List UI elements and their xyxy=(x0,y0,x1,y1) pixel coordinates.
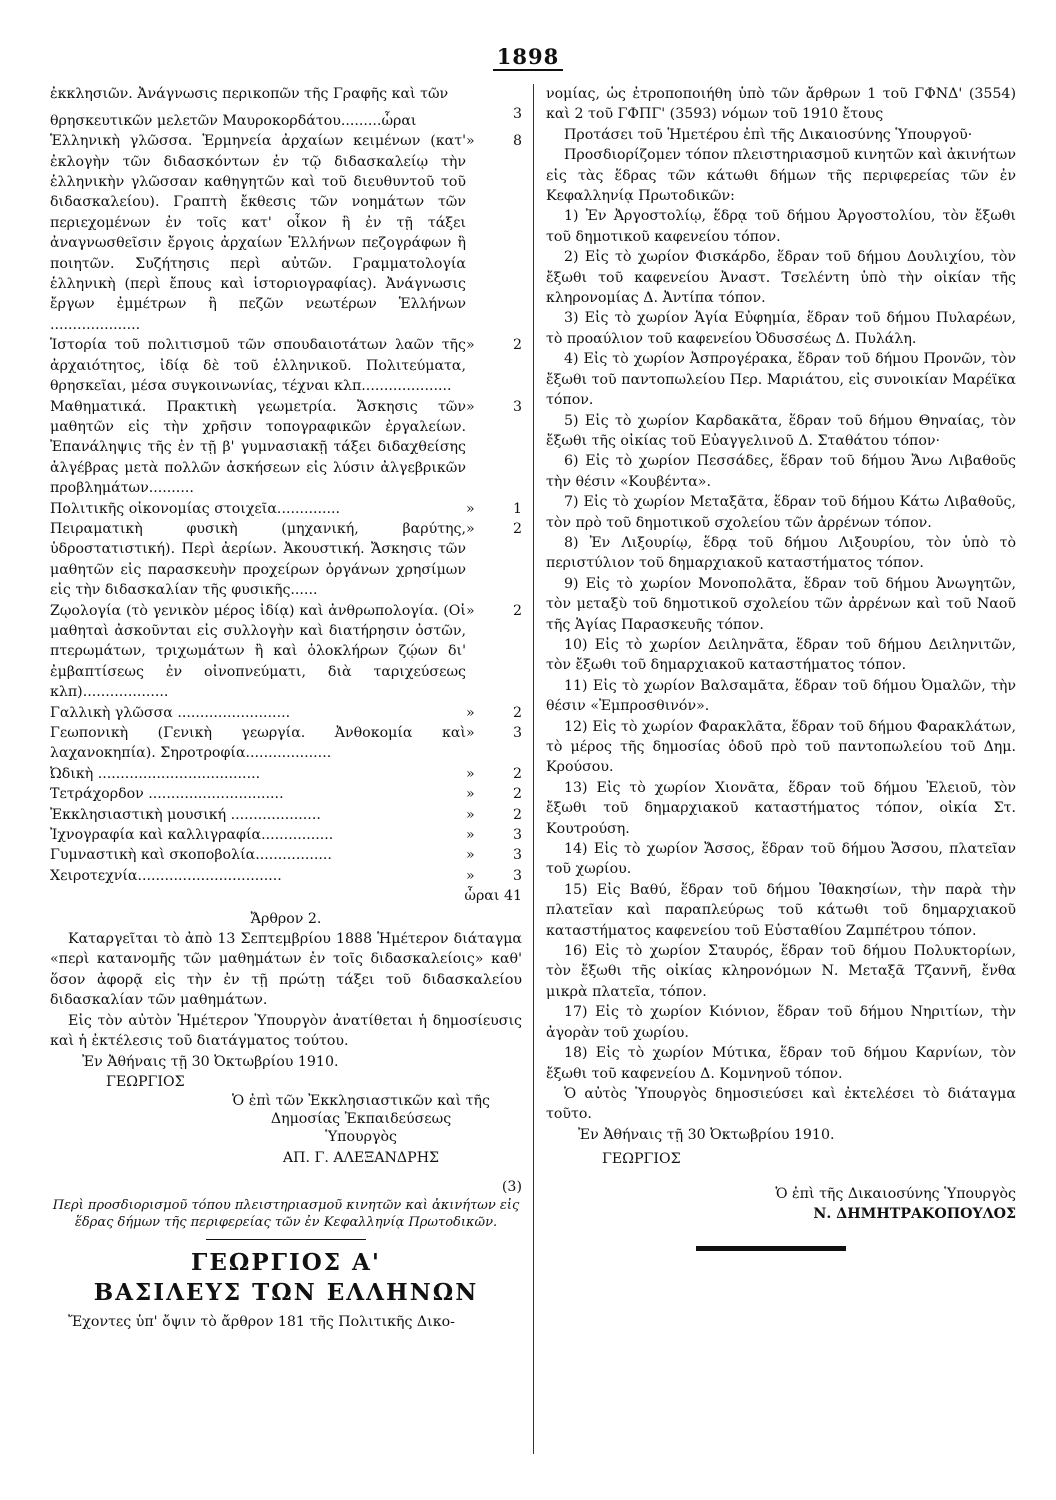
subject-hours: 8 xyxy=(512,133,522,150)
subject-row xyxy=(50,397,522,499)
right-signing-date: Ἐν Ἀθήναις τῇ 30 Ὀκτωβρίου 1910. xyxy=(578,1126,835,1143)
place-list xyxy=(546,206,1016,1083)
intro-hours: 3 xyxy=(512,106,522,123)
subject-hours: 2 xyxy=(512,806,522,823)
ditto-mark: » xyxy=(466,133,475,150)
subject-row xyxy=(50,866,522,886)
right-minister-name: Ν. ΔΗΜΗΤΡΑΚΟΠΟΥΛΟΣ xyxy=(813,1205,1016,1222)
subject-text: Ἑλληνικὴ γλῶσσα. Ἑρμηνεία ἀρχαίων κειμένων (κατ' ἐκλογὴν τῶν διδασκόντων ἐν τῷ διδασκαλείῳ τὴν ἑλληνικὴν γλῶσσαν καθηγητῶν καὶ τοῦ διευθυντοῦ τοῦ διδασκαλείου). Γραπτὴ ἔκθεσις τῶν νοημάτων τῶν περιεχομένων ἐν τοῖς κατ' οἶκον ἢ ἐν τῇ τάξει ἀναγνωσθεῖσιν ἔργοις ἀρχαίων Ἑλλήνων πεζογράφων ἢ ποιητῶν. Συζήτησις περὶ αὐτῶν. Γραμματολογία ἑλληνικὴ (περὶ ἔπους καὶ ἱστοριογραφίας). Ἀνάγνωσις ἔργων ἐμμέτρων ἢ πεζῶν νεωτέρων Ἑλλήνων .................... xyxy=(50,133,466,333)
subject-hours: 3 xyxy=(512,827,522,844)
article-2-paragraph-2: Εἰς τὸν αὐτὸν Ἡμέτερον Ὑπουργὸν ἀνατίθεται ἡ δημοσίευσις καὶ ἡ ἐκτέλεσις τοῦ διατάγματος τούτου. xyxy=(50,1012,522,1050)
ditto-mark: » xyxy=(466,806,475,823)
minister-title-line-3: Ὑπουργὸς xyxy=(325,1129,397,1146)
subject-row xyxy=(50,723,522,764)
right-column xyxy=(546,84,1016,1258)
subject-row xyxy=(50,805,522,825)
minister-name: ΑΠ. Γ. ΑΛΕΞΑΝΔΡΗΣ xyxy=(282,1150,440,1167)
subject-text: Ζῳολογία (τὸ γενικὸν μέρος ἰδίᾳ) καὶ ἀνθρωπολογία. (Οἱ μαθηταὶ ἀσκοῦνται εἰς συλλογὴν καὶ διατήρησιν ὀστῶν, πτερωμάτων, τριχωμάτων ἢ καὶ ὁλοκλήρων ζῴων δι' ἐμβαπτίσεως ἐν οἰνοπνεύματι, διὰ ταριχεύσεως κλπ)................... xyxy=(50,602,466,701)
page-number-text: 1898 xyxy=(493,44,563,71)
place-item: 14) Εἰς τὸ χωρίον Ἄσσος, ἕδραν τοῦ δήμου Ἄσσου, πλατεῖαν τοῦ χωρίου. xyxy=(546,841,1016,878)
ditto-mark: » xyxy=(466,867,475,884)
ditto-mark: » xyxy=(466,725,475,741)
king-signature: ΓΕΩΡΓΙΟΣ xyxy=(106,1073,185,1090)
ditto-mark: » xyxy=(466,398,475,415)
subject-row xyxy=(50,601,522,703)
right-king-signature: ΓΕΩΡΓΙΟΣ xyxy=(602,1151,681,1168)
right-intro: νομίας, ὡς ἐτροποποιήθη ὑπὸ τῶν ἄρθρων 1 τοῦ ΓΦΝΔ' (3554) καὶ 2 τοῦ ΓΦΠΓ' (3593) νόμων τοῦ 1910 ἔτους xyxy=(546,86,1016,123)
ditto-mark: » xyxy=(466,602,475,619)
article-2-paragraph-1: Καταργεῖται τὸ ἀπὸ 13 Σεπτεμβρίου 1888 Ἡμέτερον διάταγμα «περὶ κατανομῆς τῶν μαθημάτων ἐν τοῖς διδασκαλείοις» καθ' ὅσον ἀφορᾷ εἰς τὴν ἐν τῇ πρώτῃ τάξει τοῦ διδασκαλείου διδασκαλίαν τῶν μαθημάτων. xyxy=(50,931,522,1009)
subject-row xyxy=(50,784,522,804)
subject-hours: 2 xyxy=(512,704,522,721)
place-item: 17) Εἰς τὸ χωρίον Κιόνιον, ἕδραν τοῦ δήμου Νηριτίων, τὴν ἀγορὰν τοῦ χωρίου. xyxy=(546,1004,1016,1041)
subject-hours: 3 xyxy=(512,867,522,884)
ditto-mark: » xyxy=(466,786,475,803)
place-item: 13) Εἰς τὸ χωρίον Χιονᾶτα, ἕδραν τοῦ δήμου Ἐλειοῦ, τὸν ἔξωθι τοῦ δημαρχιακοῦ καταστήματος τόπον, οἰκία Στ. Κουτρούση. xyxy=(546,779,1016,837)
decree-title: Περὶ προσδιορισμοῦ τόπου πλειστηριασμοῦ κινητῶν καὶ ἀκινήτων εἰς ἕδρας δήμων τῆς περιφερείας τῶν ἐν Κεφαλληνίᾳ Πρωτοδικῶν. xyxy=(52,1198,520,1231)
place-item: 10) Εἰς τὸ χωρίον Δειληνᾶτα, ἕδραν τοῦ δήμου Δειληνιτῶν, τὸν ἔξωθι τοῦ δημαρχιακοῦ καταστήματος τόπον. xyxy=(546,636,1016,674)
subject-hours: 3 xyxy=(512,725,522,741)
subject-text: Ἱστορία τοῦ πολιτισμοῦ τῶν σπουδαιοτάτων λαῶν τῆς ἀρχαιότητος, ἰδίᾳ δὲ τοῦ ἑλληνικοῦ. Πολιτεύματα, θρησκεῖαι, μέσα συγκοινωνίας, τέχναι κλπ.................... xyxy=(50,337,466,395)
minister-title xyxy=(200,1092,522,1146)
subject-text: Χειροτεχνία................................ xyxy=(50,867,282,884)
place-item: 2) Εἰς τὸ χωρίον Φισκάρδο, ἕδραν τοῦ δήμου Δουλιχίου, τὸν ἔξωθι τοῦ καφενείου Ἀναστ. Τσελέντη ὑπὸ τὴν οἰκίαν τῆς κληρονομίας Δ. Ἀντίπα τόπον. xyxy=(546,249,1016,307)
subject-text: Γυμναστικὴ καὶ σκοποβολία................. xyxy=(50,847,332,864)
preamble: Ἔχοντες ὑπ' ὄψιν τὸ ἄρθρον 181 τῆς Πολιτικῆς Δικο- xyxy=(68,1314,455,1331)
subject-hours: 3 xyxy=(512,398,522,415)
minister-title-line-2: Δημοσίας Ἐκπαιδεύσεως xyxy=(270,1111,452,1128)
place-item: 1) Ἐν Ἀργοστολίῳ, ἕδρᾳ τοῦ δήμου Ἀργοστολίου, τὸν ἔξωθι τοῦ δημοτικοῦ καφενείου τόπον. xyxy=(546,208,1016,245)
subject-text: Ἰχνογραφία καὶ καλλιγραφία................ xyxy=(50,827,334,844)
place-item: 16) Εἰς τὸ χωρίον Σταυρός, ἕδραν τοῦ δήμου Πολυκτορίων, τὸν ἔξωθι τῆς οἰκίας κληρονόμων Ν. Μεταξᾶ Τζαννῆ, ἔνθα μικρὰ πλατεῖα, τόπον. xyxy=(546,943,1016,1000)
place-item: 6) Εἰς τὸ χωρίον Πεσσάδες, ἕδραν τοῦ δήμου Ἄνω Λιβαθοῦς τὴν θέσιν «Κουβέντα». xyxy=(546,453,1016,490)
ditto-mark: » xyxy=(466,765,475,782)
subject-hours: 2 xyxy=(512,786,522,803)
separator-rule xyxy=(206,1239,366,1240)
ditto-mark: » xyxy=(466,704,475,721)
total-hours: ὧραι 41 xyxy=(464,888,522,905)
place-item: 3) Εἰς τὸ χωρίον Ἁγία Εὐφημία, ἕδραν τοῦ δήμου Πυλαρέων, τὸ προαύλιον τοῦ καφενείου Ὀδυσσέως Δ. Πυλάλη. xyxy=(546,310,1016,347)
right-minister-title: Ὁ ἐπὶ τῆς Δικαιοσύνης Ὑπουργὸς xyxy=(775,1185,1016,1202)
subject-row xyxy=(50,764,522,784)
ink-stamp-mark xyxy=(696,1246,846,1251)
left-column xyxy=(50,84,522,1333)
ditto-mark: » xyxy=(466,500,475,517)
intro-line-1: ἐκκλησιῶν. Ἀνάγνωσις περικοπῶν τῆς Γραφῆς καὶ τῶν xyxy=(50,86,449,102)
subject-hours: 2 xyxy=(512,602,522,619)
execution-clause: Ὁ αὐτὸς Ὑπουργὸς δημοσιεύσει καὶ ἐκτελέσει τὸ διάταγμα τοῦτο. xyxy=(546,1085,1016,1123)
subject-row xyxy=(50,519,522,601)
place-item: 15) Εἰς Βαθύ, ἕδραν τοῦ δήμου Ἰθακησίων, τὴν παρὰ τὴν πλατεῖαν καὶ παραπλεύρως τοῦ κάτωθι τοῦ δημαρχιακοῦ καταστήματος καφενείου τοῦ Εὐσταθίου Ζαμπέτρου τόπον. xyxy=(546,881,1016,939)
place-item: 7) Εἰς τὸ χωρίον Μεταξᾶτα, ἕδραν τοῦ δήμου Κάτω Λιβαθοῦς, τὸν πρὸ τοῦ δημοτικοῦ σχολείου τῶν ἀρρένων τόπον. xyxy=(546,494,1016,531)
subject-hours: 3 xyxy=(512,847,522,864)
place-item: 8) Ἐν Λιξουρίῳ, ἕδρᾳ τοῦ δήμου Λιξουρίου, τὸν ὑπὸ τὸ περιστύλιον τοῦ δημαρχιακοῦ καταστήματος τόπον. xyxy=(546,534,1016,572)
proposal: Προτάσει τοῦ Ἡμετέρου ἐπὶ τῆς Δικαιοσύνης Ὑπουργοῦ· xyxy=(564,126,973,143)
king-subheading: ΒΑΣΙΛΕΥΣ ΤΩΝ ΕΛΛΗΝΩΝ xyxy=(93,1279,479,1307)
ditto-mark: » xyxy=(466,337,475,354)
place-item: 12) Εἰς τὸ χωρίον Φαρακλᾶτα, ἕδραν τοῦ δήμου Φαρακλάτων, τὸ μέρος τῆς δημοσίας ὁδοῦ πρὸ τοῦ παντοπωλείου τοῦ Δημ. Κρούσου. xyxy=(546,718,1016,776)
article-2-title: Ἄρθρον 2. xyxy=(250,910,322,927)
subject-text: Πολιτικῆς οἰκονομίας στοιχεῖα.............. xyxy=(50,500,341,517)
decree-number: (3) xyxy=(501,1178,522,1195)
intro-row xyxy=(50,104,522,131)
subject-row xyxy=(50,499,522,519)
subject-text: Πειραματικὴ φυσικὴ (μηχανική, βαρύτης, ὑδροστατιστική). Περὶ ἀερίων. Ἀκουστική. Ἄσκησις τῶν μαθητῶν εἰς παρασκευὴν προχείρων ὀργάνων χρησίμων εἰς τὴν διδασκαλίαν τῆς φυσικῆς...... xyxy=(50,520,466,599)
ditto-mark: » xyxy=(466,520,475,537)
minister-title-line-1: Ὁ ἐπὶ τῶν Ἐκκλησιαστικῶν καὶ τῆς xyxy=(232,1093,490,1110)
subject-text: Γαλλικὴ γλῶσσα ......................... xyxy=(50,704,291,721)
intro-line-2: θρησκευτικῶν μελετῶν Μαυροκορδάτου.........ὧραι xyxy=(50,112,417,129)
subject-hours: 2 xyxy=(512,337,522,354)
subject-text: Γεωπονικὴ (Γενικὴ γεωργία. Ἀνθοκομία καὶ λαχανοκηπία). Σηροτροφία................... xyxy=(50,725,466,762)
subject-list xyxy=(50,131,522,886)
page-number xyxy=(0,44,1056,69)
column-divider xyxy=(533,84,534,1454)
signing-date: Ἐν Ἀθήναις τῇ 30 Ὀκτωβρίου 1910. xyxy=(82,1053,339,1070)
subject-hours: 2 xyxy=(512,520,522,537)
subject-row xyxy=(50,131,522,335)
subject-text: Μαθηματικά. Πρακτικὴ γεωμετρία. Ἄσκησις τῶν μαθητῶν εἰς τὴν χρῆσιν τοπογραφικῶν ἐργαλείων. Ἐπανάληψις τῆς ἐν τῇ β' γυμνασιακῇ τάξει διδαχθείσης ἀλγέβρας μετὰ πολλῶν ἀσκήσεων εἰς λύσιν ἀλγεβρικῶν προβλημάτων.......... xyxy=(50,398,466,497)
king-heading: ΓΕΩΡΓΙΟΣ Α' xyxy=(191,1249,381,1277)
subject-row xyxy=(50,703,522,723)
subject-row xyxy=(50,825,522,845)
subject-hours: 1 xyxy=(512,500,522,517)
place-item: 5) Εἰς τὸ χωρίον Καρδακᾶτα, ἕδραν τοῦ δήμου Θηναίας, τὸν ἔξωθι τῆς οἰκίας τοῦ Εὐαγγελινοῦ Δ. Σταθάτου τόπον· xyxy=(546,412,1016,449)
subject-text: Ἐκκλησιαστικὴ μουσική .................... xyxy=(50,806,321,823)
ditto-mark: » xyxy=(466,847,475,864)
subject-row xyxy=(50,335,522,396)
subject-text: Τετράχορδον .............................. xyxy=(50,786,284,803)
decision: Προσδιορίζομεν τόπον πλειστηριασμοῦ κινητῶν καὶ ἀκινήτων εἰς τὰς ἕδρας τῶν κάτωθι δήμων τῆς περιφερείας τῶν ἐν Κεφαλληνίᾳ Πρωτοδικῶν: xyxy=(546,147,1016,205)
place-item: 4) Εἰς τὸ χωρίον Ἀσπρογέρακα, ἕδραν τοῦ δήμου Προνῶν, τὸν ἔξωθι τοῦ παντοπωλείου Περ. Μαριάτου, εἰς συνοικίαν Μαρέϊκα τόπον. xyxy=(546,351,1016,409)
subject-text: Ὠδικὴ .................................... xyxy=(50,765,261,782)
place-item: 11) Εἰς τὸ χωρίον Βαλσαμᾶτα, ἕδραν τοῦ δήμου Ὀμαλῶν, τὴν θέσιν «Ἐμπροσθινόν». xyxy=(546,677,1016,715)
ditto-mark: » xyxy=(466,827,475,844)
place-item: 18) Εἰς τὸ χωρίον Μύτικα, ἕδραν τοῦ δήμου Καρνίων, τὸν ἔξωθι τοῦ καφενείου Δ. Κομνηνοῦ τόπον. xyxy=(546,1045,1016,1082)
place-item: 9) Εἰς τὸ χωρίον Μονοπολᾶτα, ἕδραν τοῦ δήμου Ἀνωγητῶν, τὸν μεταξὺ τοῦ δημοτικοῦ σχολείου τῶν ἀρρένων καὶ τοῦ Ναοῦ τῆς Ἁγίας Παρασκευῆς τόπον. xyxy=(546,575,1016,633)
subject-row xyxy=(50,845,522,865)
subject-hours: 2 xyxy=(512,765,522,782)
